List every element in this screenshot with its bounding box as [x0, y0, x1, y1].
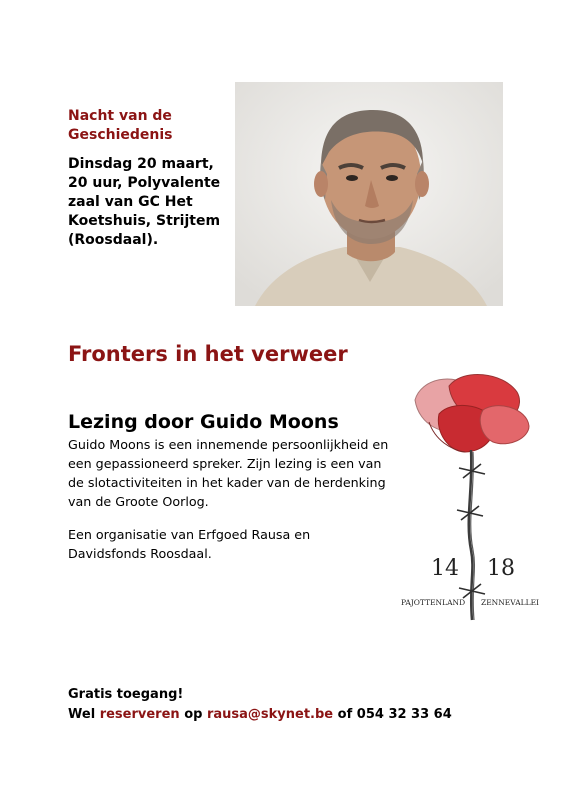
poppy-1418-logo [393, 370, 548, 630]
lecture-heading: Lezing door Guido Moons [68, 411, 339, 433]
event-series: Nacht van de Geschiedenis [68, 108, 173, 143]
event-title: Fronters in het verweer [68, 342, 348, 366]
phone-number: 054 32 33 64 [356, 707, 452, 722]
email-link[interactable]: rausa@skynet.be [206, 707, 334, 722]
reserve-op: op [184, 707, 203, 722]
logo-year-left: 14 [431, 556, 459, 581]
reserve-prefix: Wel [68, 707, 96, 722]
lecture-description: Guido Moons is een innemende persoonlijkheid en een gepassioneerd spreker. Zijn lezing is een van de slotactiviteiten in het kader van de herdenking van de Groote Oorlog. [68, 437, 389, 509]
speaker-photo [235, 82, 503, 306]
reserve-link[interactable]: reserveren [99, 707, 180, 722]
event-details: Dinsdag 20 maart, 20 uur, Polyvalente zaal van GC Het Koetshuis, Strijtem (Roosdaal). [68, 156, 221, 248]
logo-year-right: 18 [487, 556, 515, 581]
event-header [68, 107, 233, 250]
logo-region-right: ZENNEVALLEI [481, 598, 540, 607]
free-entry-text: Gratis toegang! [68, 687, 184, 702]
footer [68, 685, 452, 725]
organisers-note: Een organisatie van Erfgoed Rausa en Davidsfonds Roosdaal. [68, 527, 311, 561]
poppy-icon [393, 370, 548, 630]
logo-region-left: PAJOTTENLAND [401, 598, 466, 607]
reservation-line [68, 705, 452, 725]
reserve-of: of [337, 707, 353, 722]
speaker-portrait-illustration [235, 82, 503, 306]
